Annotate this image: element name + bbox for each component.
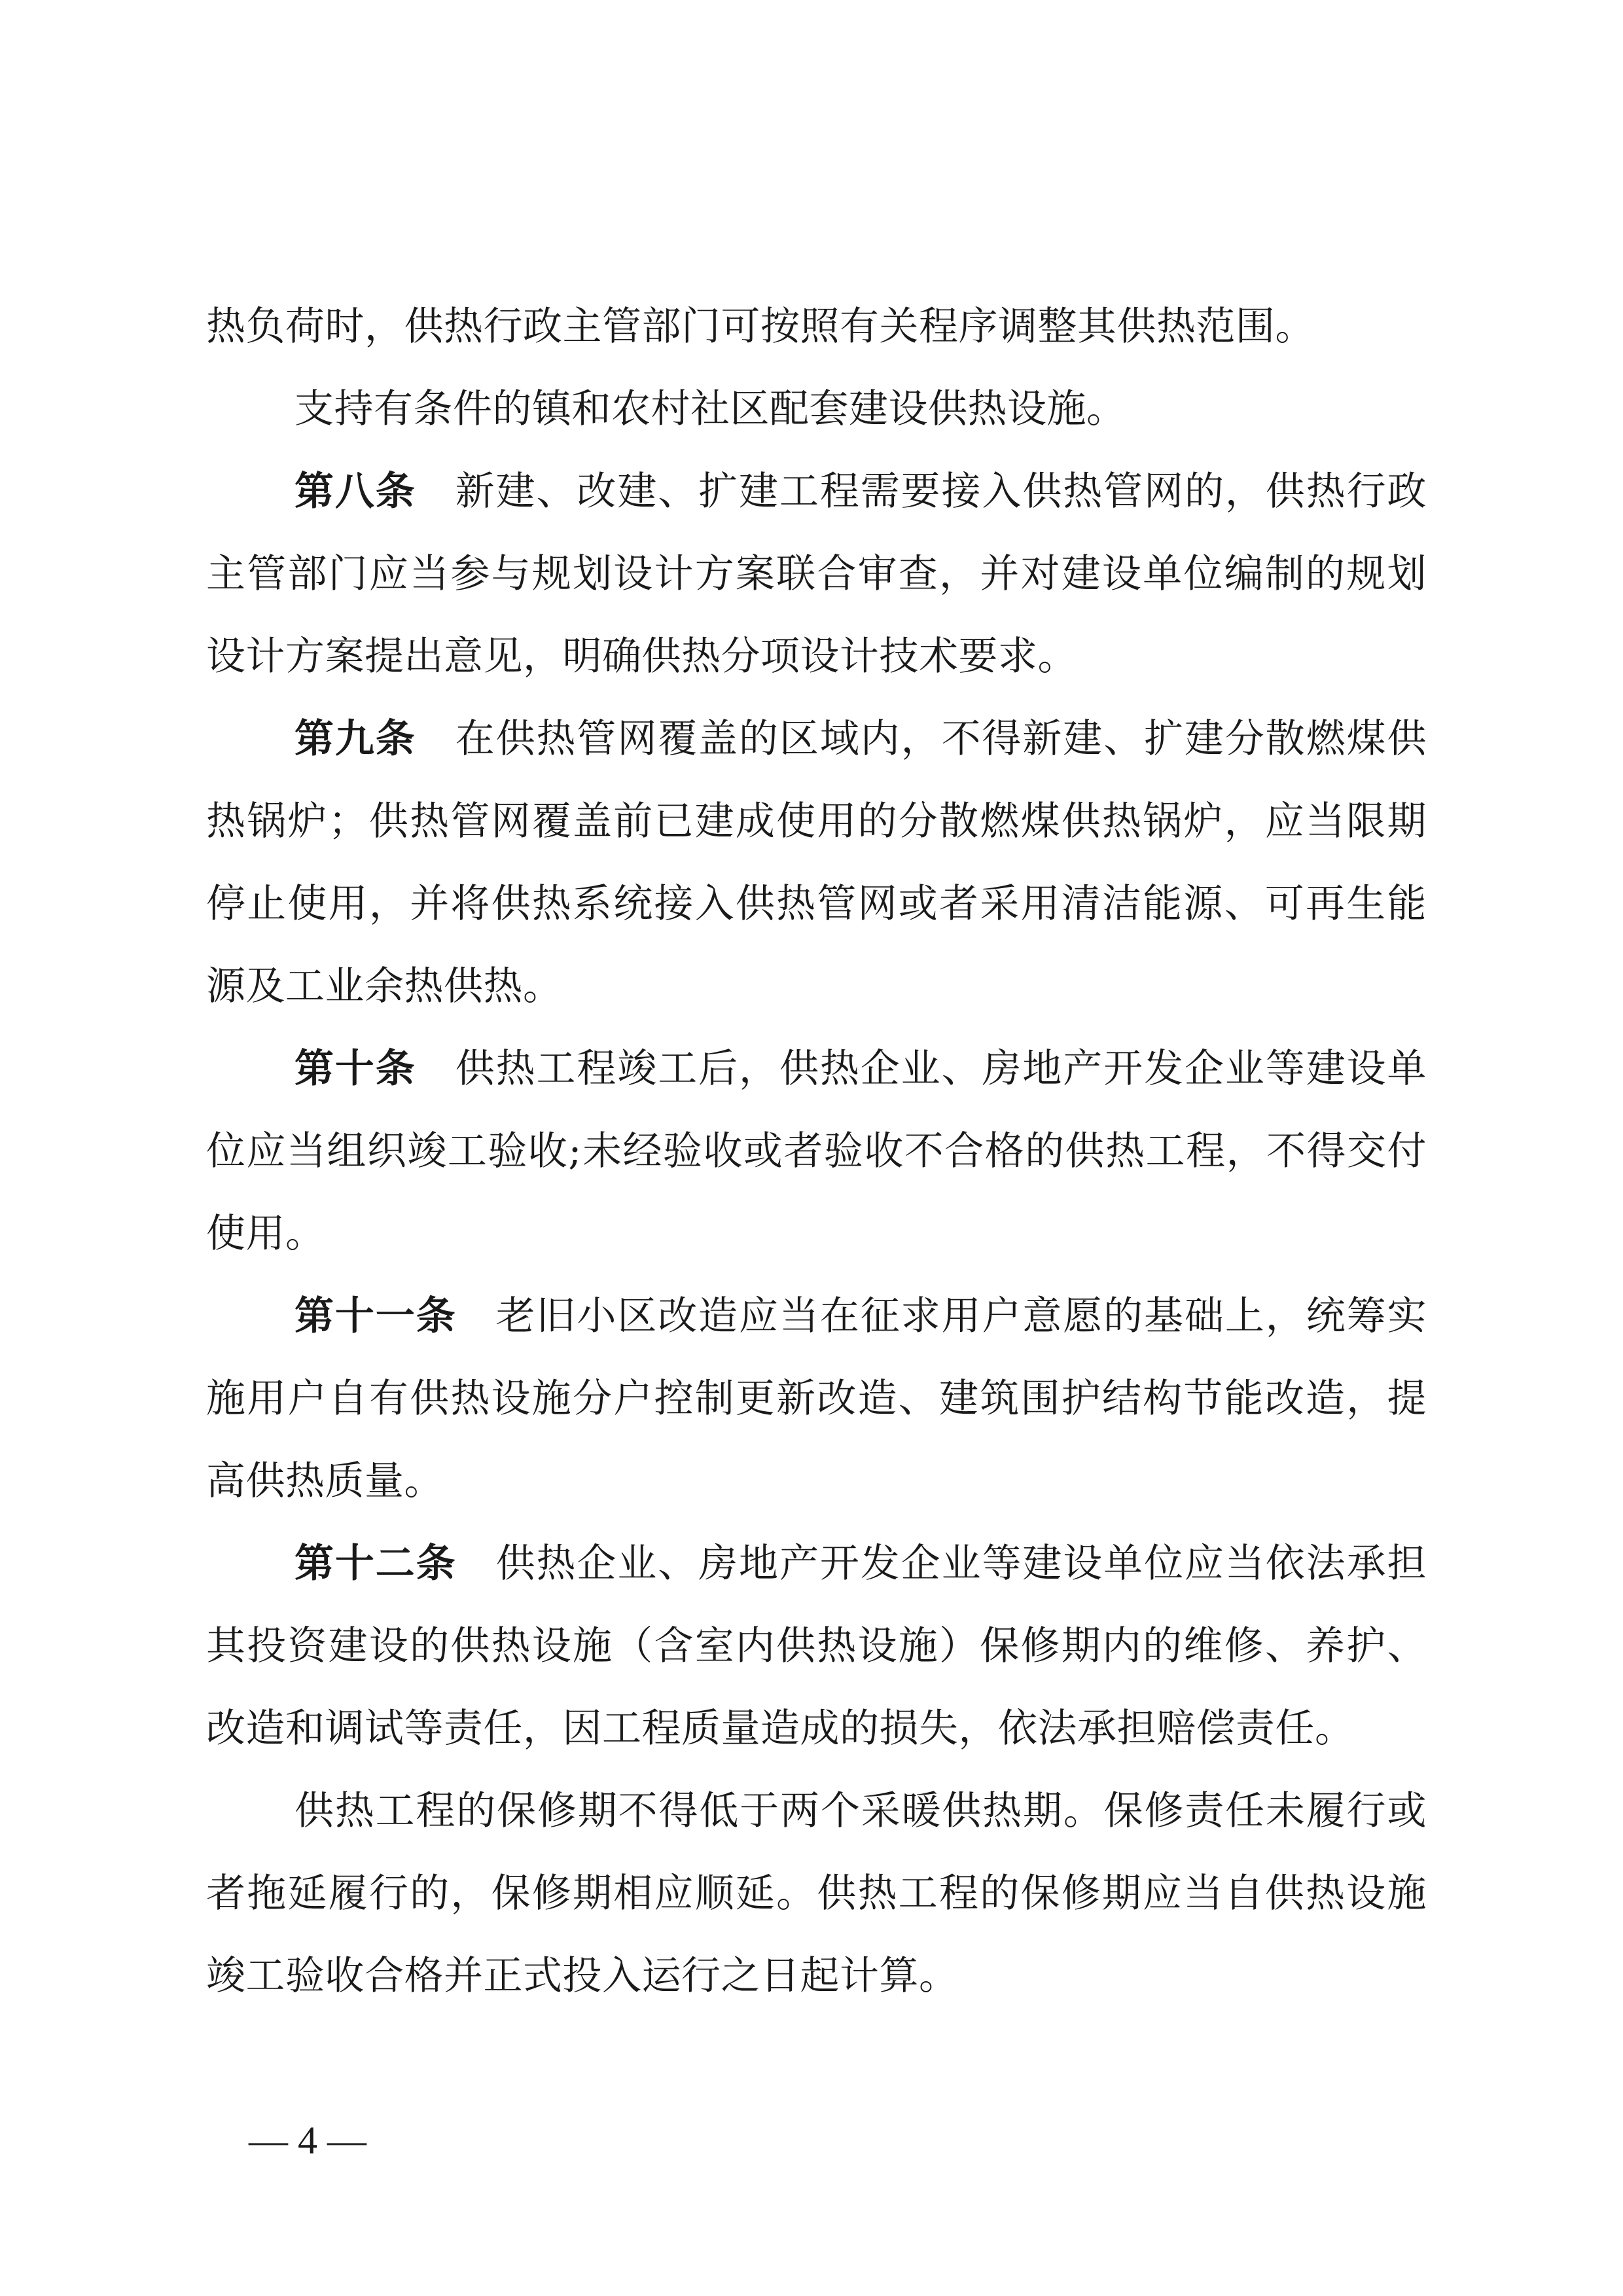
- article-heading: 第八条: [294, 469, 416, 514]
- paragraph: [206, 1770, 1427, 2017]
- paragraph-text: 供热企业、房地产开发企业等建设单位应当依法承担其投资建设的供热设施（含室内供热设施）保修期内的维修、养护、改造和调试等责任，因工程质量造成的损失，依法承担赔偿责任。: [206, 1541, 1427, 1751]
- article-11: [206, 1275, 1427, 1522]
- paragraph-text: 支持有条件的镇和农村社区配套建设供热设施。: [294, 386, 1126, 432]
- article-heading: 第十二条: [294, 1541, 457, 1587]
- page-number: — 4 —: [249, 2119, 366, 2162]
- paragraph-text: 老旧小区改造应当在征求用户意愿的基础上，统筹实施用户自有供热设施分户控制更新改造、建筑围护结构节能改造，提高供热质量。: [206, 1293, 1427, 1504]
- document-body: [206, 285, 1427, 2017]
- paragraph-text: 供热工程的保修期不得低于两个采暖供热期。保修责任未履行或者拖延履行的，保修期相应顺延。供热工程的保修期应当自供热设施竣工验收合格并正式投入运行之日起计算。: [206, 1788, 1427, 1999]
- article-heading: 第十一条: [294, 1293, 457, 1339]
- article-heading: 第十条: [294, 1046, 416, 1092]
- article-9: [206, 698, 1427, 1028]
- article-8: [206, 450, 1427, 698]
- article-10: [206, 1028, 1427, 1275]
- paragraph-text: 供热工程竣工后，供热企业、房地产开发企业等建设单位应当组织竣工验收;未经验收或者验收不合格的供热工程，不得交付使用。: [206, 1046, 1427, 1257]
- paragraph: [206, 368, 1427, 450]
- article-heading: 第九条: [294, 716, 416, 762]
- paragraph-text: 在供热管网覆盖的区域内，不得新建、扩建分散燃煤供热锅炉；供热管网覆盖前已建成使用的分散燃煤供热锅炉，应当限期停止使用，并将供热系统接入供热管网或者采用清洁能源、可再生能源及工业余热供热。: [206, 716, 1427, 1009]
- paragraph-text: 热负荷时，供热行政主管部门可按照有关程序调整其供热范围。: [206, 304, 1315, 350]
- paragraph: [206, 285, 1427, 368]
- paragraph-text: 新建、改建、扩建工程需要接入供热管网的，供热行政主管部门应当参与规划设计方案联合审查，并对建设单位编制的规划设计方案提出意见，明确供热分项设计技术要求。: [206, 469, 1427, 679]
- article-12: [206, 1522, 1427, 1770]
